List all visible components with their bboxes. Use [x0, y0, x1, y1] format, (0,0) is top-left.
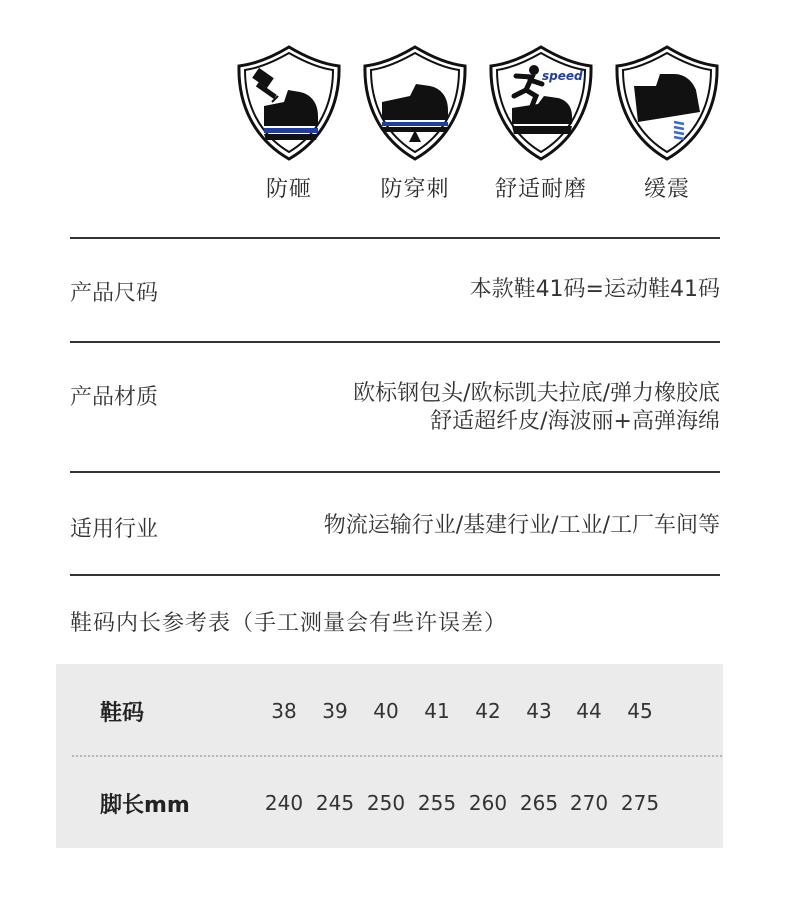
feature-badges	[232, 44, 722, 204]
table-cell: 41	[424, 699, 450, 723]
feature-anti-smash	[232, 44, 346, 203]
size-table-title: 鞋码内长参考表（手工测量会有些许误差）	[70, 611, 508, 636]
table-cell: 45	[627, 699, 653, 723]
table-cell: 44	[576, 699, 602, 723]
feature-anti-puncture	[358, 44, 472, 203]
table-cell: 250	[366, 791, 406, 815]
anti-smash-shield-icon	[234, 44, 344, 162]
divider	[70, 471, 720, 473]
table-cell: 260	[468, 791, 508, 815]
table-row-size	[56, 664, 723, 756]
spec-label-material: 产品材质	[70, 385, 159, 410]
feature-label: 防穿刺	[380, 177, 450, 202]
feature-label: 缓震	[643, 177, 690, 202]
row-label: 鞋码	[100, 701, 145, 726]
table-cell: 265	[519, 791, 559, 815]
spec-value-industry	[324, 512, 720, 540]
spec-label-industry: 适用行业	[70, 517, 159, 542]
svg-text:speed: speed	[542, 69, 583, 83]
table-cell: 42	[475, 699, 501, 723]
table-cell: 270	[569, 791, 609, 815]
feature-wear-resistant	[484, 44, 598, 203]
size-table	[56, 664, 723, 848]
spec-value-material	[353, 380, 720, 436]
feature-shock-absorb	[610, 44, 724, 203]
table-cell: 240	[264, 791, 304, 815]
table-cell: 39	[322, 699, 348, 723]
table-cell: 275	[620, 791, 660, 815]
divider	[70, 237, 720, 239]
divider	[70, 341, 720, 343]
divider	[70, 574, 720, 576]
table-cell: 43	[526, 699, 552, 723]
table-cell: 40	[373, 699, 399, 723]
speed-runner-shield-icon	[486, 44, 596, 162]
feature-label: 防砸	[265, 177, 312, 202]
spec-value-line: 欧标钢包头/欧标凯夫拉底/弹力橡胶底	[353, 381, 720, 406]
row-label: 脚长mm	[100, 793, 190, 818]
spec-value-line: 物流运输行业/基建行业/工业/工厂车间等	[323, 513, 720, 538]
spec-value-line: 舒适超纤皮/海波丽+高弹海绵	[430, 409, 720, 434]
table-cell: 255	[417, 791, 457, 815]
spec-label-size: 产品尺码	[70, 281, 159, 306]
shock-absorb-shield-icon	[612, 44, 722, 162]
feature-label: 舒适耐磨	[494, 177, 587, 202]
table-row-foot-length	[56, 756, 723, 848]
spec-value-size	[470, 276, 720, 304]
anti-puncture-shield-icon	[360, 44, 470, 162]
spec-value-line: 本款鞋41码=运动鞋41码	[469, 277, 720, 302]
table-cell: 38	[271, 699, 297, 723]
table-cell: 245	[315, 791, 355, 815]
